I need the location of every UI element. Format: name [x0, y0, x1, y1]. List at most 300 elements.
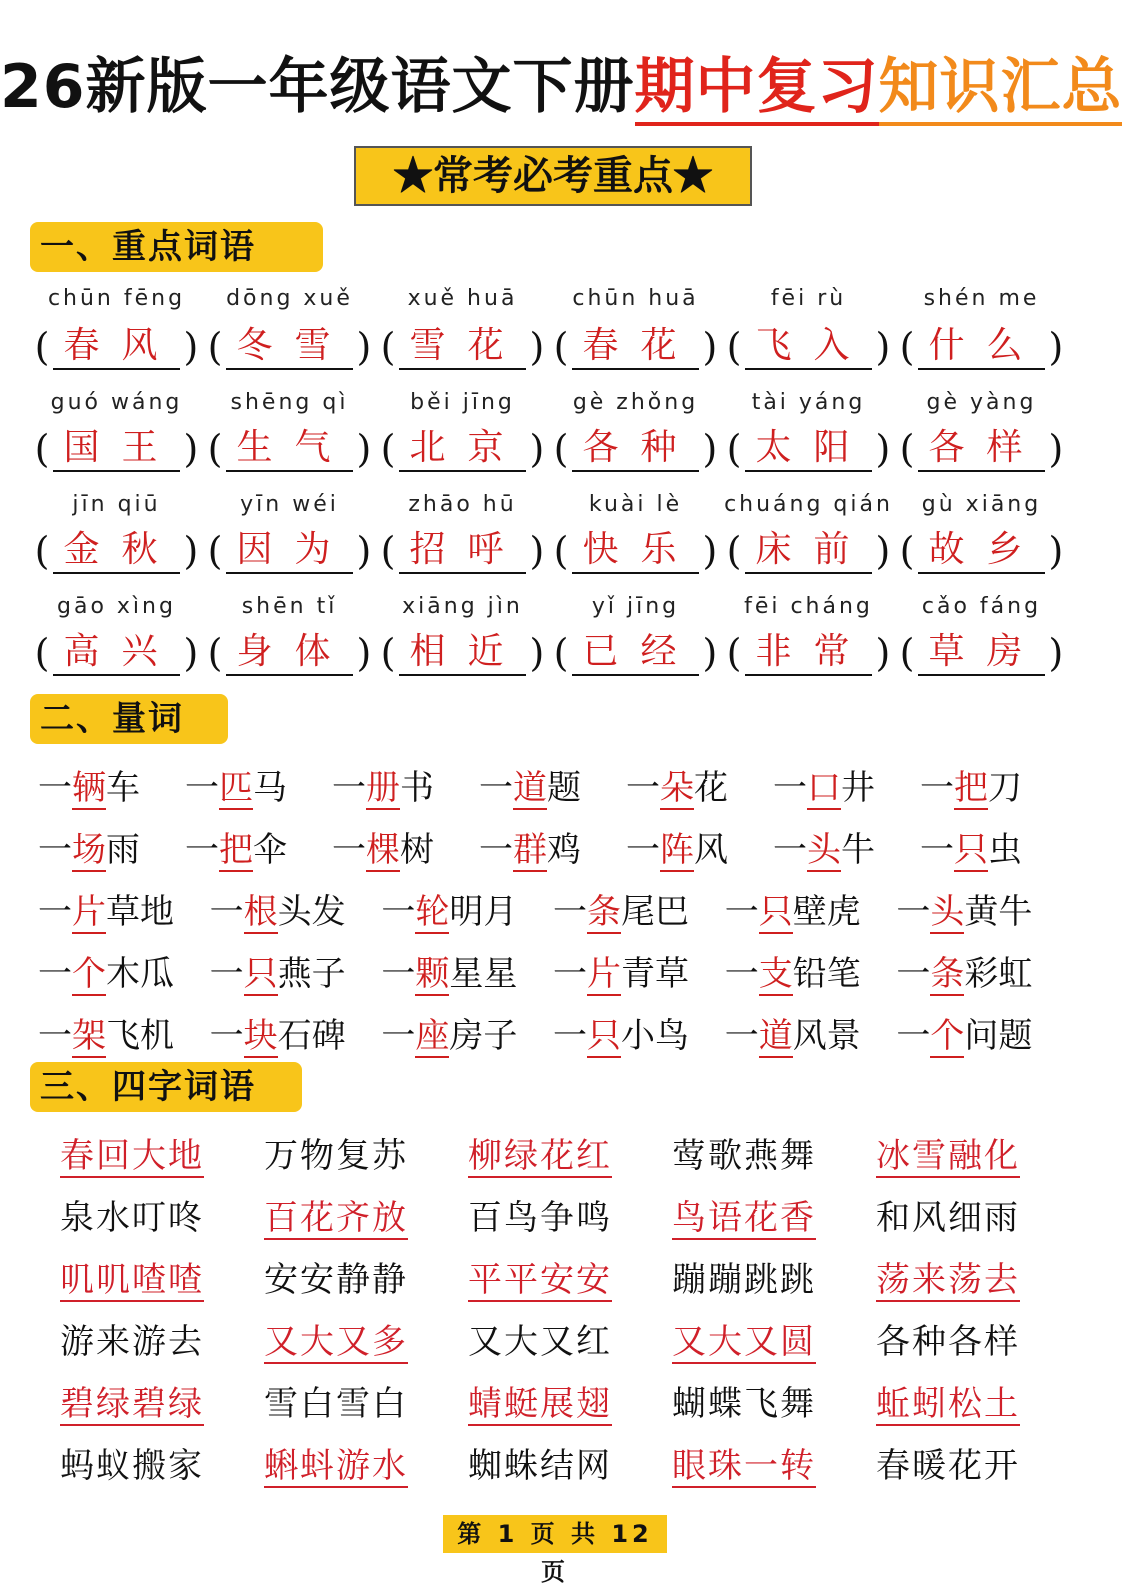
right-paren: ): [357, 529, 372, 573]
measure-phrase: [381, 884, 553, 933]
pinyin-text: běi jīng: [376, 390, 549, 415]
idiom-cell: [468, 1252, 672, 1301]
key-word: 招呼: [399, 528, 525, 574]
right-paren: ): [530, 529, 545, 573]
word-blank: [376, 426, 549, 472]
measure-word: 场: [72, 830, 106, 872]
right-paren: ): [530, 427, 545, 471]
key-word: 国王: [53, 426, 179, 472]
measure-prefix: 一: [773, 830, 807, 870]
pinyin-text: chūn fēng: [30, 286, 203, 311]
measure-word: 块: [244, 1016, 278, 1058]
measure-phrase: [185, 760, 332, 809]
measure-noun: 花: [694, 768, 728, 808]
word-blank: [30, 324, 203, 370]
measure-prefix: 一: [553, 892, 587, 932]
measure-word: 口: [807, 768, 841, 810]
measure-prefix: 一: [896, 1016, 930, 1056]
measure-phrase: [210, 884, 382, 933]
right-paren: ): [184, 529, 199, 573]
measure-noun: 房子: [449, 1016, 517, 1056]
word-blank: [203, 528, 376, 574]
measure-prefix: 一: [626, 768, 660, 808]
idiom-text: 春暖花开: [876, 1446, 1020, 1486]
measure-word: 颗: [415, 954, 449, 996]
measure-prefix: 一: [920, 830, 954, 870]
right-paren: ): [1049, 631, 1064, 675]
pinyin-text: shēn tǐ: [203, 594, 376, 619]
idiom-cell: [264, 1314, 468, 1363]
key-word: 各种: [572, 426, 698, 472]
measure-phrase: [896, 884, 1068, 933]
word-blank: [722, 630, 895, 676]
key-word: 春花: [572, 324, 698, 370]
key-word: 什么: [918, 324, 1044, 370]
measure-noun: 飞机: [106, 1016, 174, 1056]
measure-word: 群: [513, 830, 547, 872]
word-blank: [203, 426, 376, 472]
right-paren: ): [703, 631, 718, 675]
left-paren: (: [381, 631, 396, 675]
pinyin-text: shén me: [895, 286, 1068, 311]
idiom-cell: [264, 1438, 468, 1487]
left-paren: (: [381, 427, 396, 471]
measure-prefix: 一: [920, 768, 954, 808]
measure-phrase: [479, 822, 626, 871]
section-heading-key-words: 一、重点词语: [30, 222, 323, 272]
measure-prefix: 一: [381, 1016, 415, 1056]
right-paren: ): [1049, 529, 1064, 573]
measure-noun: 马: [253, 768, 287, 808]
measure-phrase: [479, 760, 626, 809]
idiom-text: 平平安安: [468, 1260, 612, 1302]
pinyin-text: fēi rù: [722, 286, 895, 311]
pinyin-text: cǎo fáng: [895, 594, 1068, 619]
measure-prefix: 一: [38, 954, 72, 994]
right-paren: ): [876, 631, 891, 675]
left-paren: (: [727, 631, 742, 675]
pinyin-text: gāo xìng: [30, 594, 203, 619]
measure-phrase: [725, 946, 897, 995]
pinyin-row: [30, 286, 1070, 311]
word-row: [30, 426, 1070, 472]
measure-noun: 虫: [988, 830, 1022, 870]
right-paren: ): [876, 427, 891, 471]
pinyin-row: [30, 390, 1070, 415]
key-word: 非常: [745, 630, 871, 676]
word-row: [30, 528, 1070, 574]
idiom-cell: [876, 1252, 1080, 1301]
idiom-cell: [672, 1190, 876, 1239]
page-footer: 第 1 页 共 12 页: [443, 1515, 667, 1553]
idiom-cell: [672, 1314, 876, 1363]
word-blank: [895, 426, 1068, 472]
measure-prefix: 一: [553, 1016, 587, 1056]
key-word: 各样: [918, 426, 1044, 472]
idiom-text: 和风细雨: [876, 1198, 1020, 1238]
title-black-part: 26新版一年级语文下册: [0, 52, 635, 122]
pinyin-row: [30, 492, 1070, 517]
idiom-cell: [264, 1252, 468, 1301]
measure-word: 朵: [660, 768, 694, 810]
measure-word: 道: [513, 768, 547, 810]
measure-noun: 星星: [449, 954, 517, 994]
word-row: [30, 324, 1070, 370]
measure-row: [38, 946, 1068, 995]
measure-phrase: [38, 760, 185, 809]
key-word: 春风: [53, 324, 179, 370]
measure-phrase: [896, 946, 1068, 995]
measure-noun: 燕子: [278, 954, 346, 994]
word-blank: [30, 630, 203, 676]
word-blank: [203, 630, 376, 676]
idiom-text: 碧绿碧绿: [60, 1384, 204, 1426]
measure-noun: 风: [694, 830, 728, 870]
measure-phrase: [332, 822, 479, 871]
idiom-cell: [876, 1190, 1080, 1239]
measure-phrase: [553, 1008, 725, 1057]
word-blank: [722, 426, 895, 472]
right-paren: ): [357, 325, 372, 369]
measure-word: 片: [587, 954, 621, 996]
key-word: 飞入: [745, 324, 871, 370]
measure-noun: 壁虎: [793, 892, 861, 932]
idiom-cell: [876, 1314, 1080, 1363]
idiom-row: [60, 1376, 1080, 1425]
key-word: 床前: [745, 528, 871, 574]
key-word: 北京: [399, 426, 525, 472]
measure-phrase: [38, 884, 210, 933]
measure-row: [38, 884, 1068, 933]
left-paren: (: [208, 325, 223, 369]
measure-word: 阵: [660, 830, 694, 872]
idiom-row: [60, 1252, 1080, 1301]
left-paren: (: [900, 631, 915, 675]
measure-word: 根: [244, 892, 278, 934]
measure-noun: 伞: [253, 830, 287, 870]
measure-noun: 木瓜: [106, 954, 174, 994]
idiom-text: 百鸟争鸣: [468, 1198, 612, 1238]
idiom-text: 雪白雪白: [264, 1384, 408, 1424]
left-paren: (: [900, 529, 915, 573]
measure-word: 条: [930, 954, 964, 996]
word-blank: [549, 528, 722, 574]
pinyin-text: tài yáng: [722, 390, 895, 415]
right-paren: ): [1049, 427, 1064, 471]
measure-word: 棵: [366, 830, 400, 872]
idiom-cell: [60, 1314, 264, 1363]
key-word: 生气: [226, 426, 352, 472]
right-paren: ): [530, 325, 545, 369]
measure-noun: 鸡: [547, 830, 581, 870]
measure-row: [38, 822, 1068, 871]
word-blank: [203, 324, 376, 370]
idiom-text: 百花齐放: [264, 1198, 408, 1240]
key-word: 高兴: [53, 630, 179, 676]
right-paren: ): [703, 427, 718, 471]
right-paren: ): [530, 631, 545, 675]
right-paren: ): [357, 631, 372, 675]
idiom-cell: [60, 1190, 264, 1239]
pinyin-text: gù xiāng: [895, 492, 1068, 517]
pinyin-text: gè zhǒng: [549, 390, 722, 415]
measure-noun: 问题: [964, 1016, 1032, 1056]
idiom-text: 莺歌燕舞: [672, 1136, 816, 1176]
left-paren: (: [208, 529, 223, 573]
word-blank: [376, 324, 549, 370]
measure-noun: 刀: [988, 768, 1022, 808]
measure-phrase: [185, 822, 332, 871]
measure-phrase: [725, 884, 897, 933]
idiom-cell: [876, 1128, 1080, 1177]
pinyin-text: jīn qiū: [30, 492, 203, 517]
measure-prefix: 一: [725, 892, 759, 932]
measure-noun: 雨: [106, 830, 140, 870]
measure-noun: 黄牛: [964, 892, 1032, 932]
measure-phrase: [381, 1008, 553, 1057]
page-title: [0, 42, 1122, 132]
title-orange-part: 知识汇总: [879, 52, 1122, 126]
measure-prefix: 一: [896, 954, 930, 994]
measure-word: 头: [807, 830, 841, 872]
right-paren: ): [703, 529, 718, 573]
measure-phrase: [626, 822, 773, 871]
word-blank: [895, 528, 1068, 574]
idiom-text: 春回大地: [60, 1136, 204, 1178]
idiom-text: 冰雪融化: [876, 1136, 1020, 1178]
pinyin-text: kuài lè: [549, 492, 722, 517]
right-paren: ): [1049, 325, 1064, 369]
pinyin-text: fēi cháng: [722, 594, 895, 619]
measure-prefix: 一: [185, 768, 219, 808]
left-paren: (: [554, 325, 569, 369]
idiom-text: 柳绿花红: [468, 1136, 612, 1178]
measure-phrase: [38, 1008, 210, 1057]
pinyin-row: [30, 594, 1070, 619]
word-blank: [895, 324, 1068, 370]
right-paren: ): [184, 427, 199, 471]
measure-noun: 车: [106, 768, 140, 808]
right-paren: ): [184, 325, 199, 369]
left-paren: (: [554, 427, 569, 471]
idiom-row: [60, 1314, 1080, 1363]
idiom-text: 蜘蛛结网: [468, 1446, 612, 1486]
idiom-row: [60, 1128, 1080, 1177]
measure-word: 道: [759, 1016, 793, 1058]
left-paren: (: [900, 427, 915, 471]
measure-prefix: 一: [479, 830, 513, 870]
measure-prefix: 一: [38, 1016, 72, 1056]
idiom-text: 安安静静: [264, 1260, 408, 1300]
word-blank: [549, 426, 722, 472]
measure-prefix: 一: [210, 1016, 244, 1056]
measure-prefix: 一: [773, 768, 807, 808]
measure-word: 轮: [415, 892, 449, 934]
right-paren: ): [876, 529, 891, 573]
measure-prefix: 一: [38, 830, 72, 870]
idiom-cell: [60, 1376, 264, 1425]
measure-noun: 彩虹: [964, 954, 1032, 994]
section-heading-idioms: 三、四字词语: [30, 1062, 302, 1112]
measure-phrase: [725, 1008, 897, 1057]
key-word: 冬雪: [226, 324, 352, 370]
word-blank: [376, 630, 549, 676]
word-blank: [722, 324, 895, 370]
pinyin-text: shēng qì: [203, 390, 376, 415]
measure-prefix: 一: [210, 892, 244, 932]
left-paren: (: [900, 325, 915, 369]
measure-prefix: 一: [185, 830, 219, 870]
key-word: 已经: [572, 630, 698, 676]
key-word: 故乡: [918, 528, 1044, 574]
measure-phrase: [553, 884, 725, 933]
measure-phrase: [38, 946, 210, 995]
pinyin-text: xiāng jìn: [376, 594, 549, 619]
word-blank: [722, 528, 895, 574]
idiom-text: 各种各样: [876, 1322, 1020, 1362]
word-row: [30, 630, 1070, 676]
measure-phrase: [773, 760, 920, 809]
measure-noun: 青草: [621, 954, 689, 994]
measure-word: 个: [72, 954, 106, 996]
word-blank: [376, 528, 549, 574]
measure-prefix: 一: [38, 892, 72, 932]
word-blank: [30, 528, 203, 574]
idiom-cell: [672, 1252, 876, 1301]
measure-noun: 尾巴: [621, 892, 689, 932]
pinyin-text: chūn huā: [549, 286, 722, 311]
measure-word: 只: [244, 954, 278, 996]
measure-word: 只: [759, 892, 793, 934]
idiom-text: 又大又多: [264, 1322, 408, 1364]
measure-word: 座: [415, 1016, 449, 1058]
measure-phrase: [332, 760, 479, 809]
pinyin-text: chuáng qián: [722, 492, 895, 517]
measure-noun: 头发: [278, 892, 346, 932]
idiom-cell: [264, 1128, 468, 1177]
idiom-cell: [672, 1128, 876, 1177]
measure-phrase: [920, 822, 1067, 871]
idiom-text: 泉水叮咚: [60, 1198, 204, 1238]
idiom-row: [60, 1190, 1080, 1239]
idiom-text: 蚯蚓松土: [876, 1384, 1020, 1426]
measure-word: 支: [759, 954, 793, 996]
idiom-cell: [60, 1252, 264, 1301]
measure-phrase: [896, 1008, 1068, 1057]
measure-word: 匹: [219, 768, 253, 810]
idiom-cell: [468, 1128, 672, 1177]
key-word: 雪花: [399, 324, 525, 370]
measure-word: 把: [954, 768, 988, 810]
idiom-text: 蚂蚁搬家: [60, 1446, 204, 1486]
measure-phrase: [553, 946, 725, 995]
pinyin-text: dōng xuě: [203, 286, 376, 311]
measure-phrase: [381, 946, 553, 995]
measure-word: 架: [72, 1016, 106, 1058]
pinyin-text: guó wáng: [30, 390, 203, 415]
pinyin-text: xuě huā: [376, 286, 549, 311]
key-word: 相近: [399, 630, 525, 676]
key-word: 草房: [918, 630, 1044, 676]
right-paren: ): [184, 631, 199, 675]
idiom-row: [60, 1438, 1080, 1487]
word-blank: [895, 630, 1068, 676]
measure-word: 只: [587, 1016, 621, 1058]
measure-word: 条: [587, 892, 621, 934]
measure-noun: 风景: [793, 1016, 861, 1056]
measure-word: 辆: [72, 768, 106, 810]
measure-word: 头: [930, 892, 964, 934]
idiom-text: 又大又红: [468, 1322, 612, 1362]
measure-noun: 石碑: [278, 1016, 346, 1056]
measure-prefix: 一: [381, 954, 415, 994]
left-paren: (: [208, 631, 223, 675]
idiom-cell: [468, 1190, 672, 1239]
key-word: 太阳: [745, 426, 871, 472]
measure-row: [38, 1008, 1068, 1057]
measure-noun: 井: [841, 768, 875, 808]
pinyin-text: gè yàng: [895, 390, 1068, 415]
right-paren: ): [876, 325, 891, 369]
measure-noun: 书: [400, 768, 434, 808]
left-paren: (: [727, 325, 742, 369]
measure-noun: 牛: [841, 830, 875, 870]
idiom-cell: [264, 1190, 468, 1239]
idiom-text: 眼珠一转: [672, 1446, 816, 1488]
key-points-banner: ★常考必考重点★: [354, 146, 752, 206]
measure-phrase: [773, 822, 920, 871]
pinyin-text: yīn wéi: [203, 492, 376, 517]
measure-prefix: 一: [725, 954, 759, 994]
pinyin-text: yǐ jīng: [549, 594, 722, 619]
key-word: 身体: [226, 630, 352, 676]
left-paren: (: [381, 325, 396, 369]
left-paren: (: [727, 427, 742, 471]
idiom-cell: [876, 1376, 1080, 1425]
right-paren: ): [703, 325, 718, 369]
idiom-cell: [60, 1128, 264, 1177]
measure-word: 把: [219, 830, 253, 872]
left-paren: (: [381, 529, 396, 573]
measure-phrase: [38, 822, 185, 871]
key-word: 快乐: [572, 528, 698, 574]
measure-prefix: 一: [210, 954, 244, 994]
pinyin-text: zhāo hū: [376, 492, 549, 517]
idiom-cell: [60, 1438, 264, 1487]
word-blank: [549, 630, 722, 676]
measure-noun: 树: [400, 830, 434, 870]
idiom-cell: [264, 1376, 468, 1425]
key-word: 因为: [226, 528, 352, 574]
title-red-part: 期中复习: [635, 52, 879, 126]
measure-word: 册: [366, 768, 400, 810]
measure-noun: 明月: [449, 892, 517, 932]
left-paren: (: [208, 427, 223, 471]
measure-phrase: [210, 946, 382, 995]
measure-noun: 铅笔: [793, 954, 861, 994]
left-paren: (: [35, 631, 50, 675]
measure-prefix: 一: [725, 1016, 759, 1056]
idiom-cell: [876, 1438, 1080, 1487]
idiom-text: 游来游去: [60, 1322, 204, 1362]
measure-phrase: [626, 760, 773, 809]
measure-prefix: 一: [381, 892, 415, 932]
left-paren: (: [35, 529, 50, 573]
measure-prefix: 一: [553, 954, 587, 994]
measure-prefix: 一: [479, 768, 513, 808]
word-blank: [549, 324, 722, 370]
idiom-cell: [672, 1376, 876, 1425]
